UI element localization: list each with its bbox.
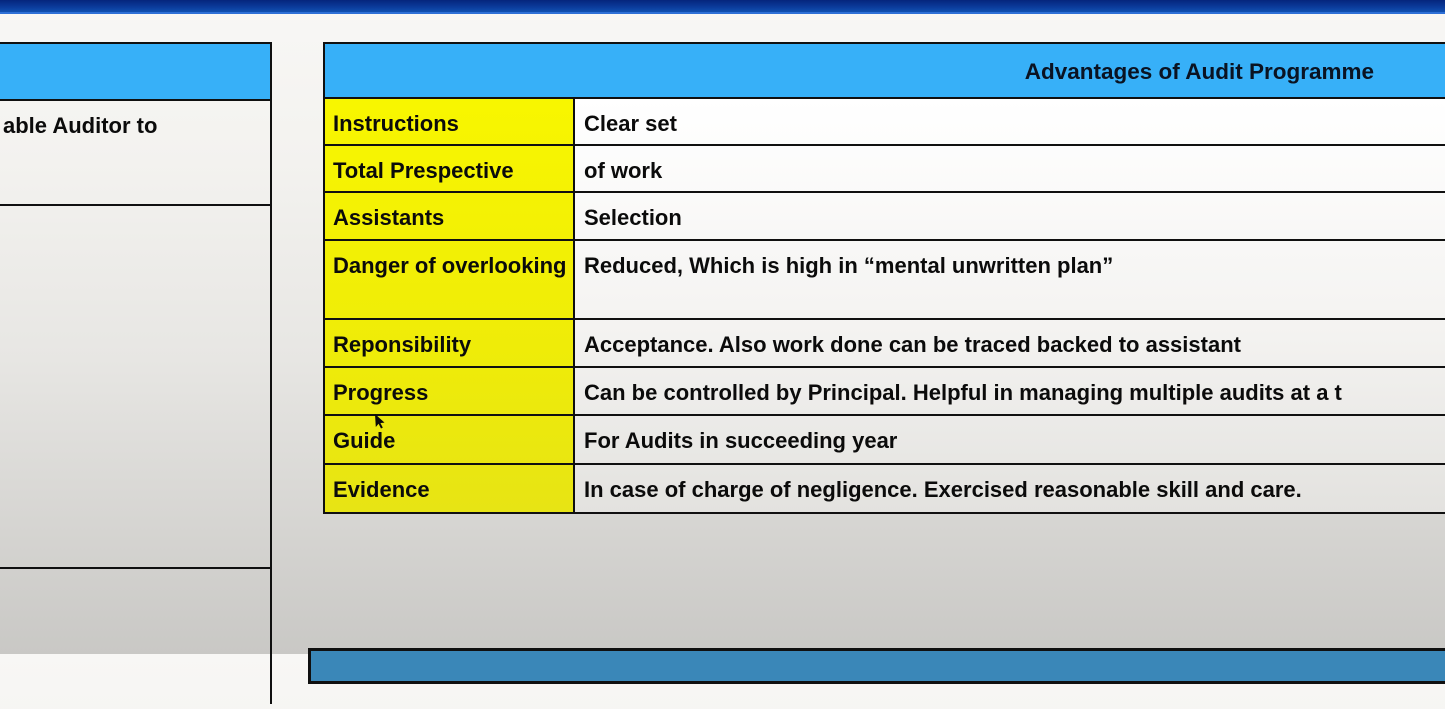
table-row: [325, 99, 1445, 146]
table-row: [325, 368, 1445, 416]
table-body: [325, 99, 1445, 512]
row-label: Assistants: [325, 193, 575, 239]
row-label: Evidence: [325, 465, 575, 512]
top-blue-bar: [0, 0, 1445, 14]
table-row: [325, 320, 1445, 368]
advantages-table: [323, 42, 1445, 514]
row-label: Progress: [325, 368, 575, 414]
left-panel-empty-cell-2: [0, 569, 270, 709]
row-label: Instructions: [325, 99, 575, 144]
table-row: [325, 146, 1445, 193]
row-label: Reponsibility: [325, 320, 575, 366]
row-value: Selection: [584, 205, 682, 230]
table-row: [325, 193, 1445, 241]
table-row: [325, 416, 1445, 465]
bottom-table-header-peek: [308, 648, 1445, 684]
table-row: [325, 241, 1445, 320]
row-value: Reduced, Which is high in “mental unwritten plan”: [584, 253, 1114, 278]
row-value: Acceptance. Also work done can be traced backed to assistant: [584, 332, 1241, 357]
row-value: In case of charge of negligence. Exercised reasonable skill and care.: [584, 477, 1302, 502]
table-row: [325, 465, 1445, 512]
left-panel-header: [0, 44, 270, 101]
row-value: Can be controlled by Principal. Helpful in managing multiple audits at a t: [584, 380, 1342, 405]
row-value: of work: [584, 158, 663, 183]
left-panel-empty-cell: [0, 206, 270, 569]
row-label: Total Prespective: [325, 146, 575, 191]
row-value: Clear set: [584, 111, 677, 136]
table-title: Advantages of Audit Programme: [325, 44, 1445, 99]
row-label: Guide: [325, 416, 575, 463]
mouse-cursor-icon: [373, 414, 387, 432]
row-label: Danger of overlooking: [325, 241, 575, 318]
row-value: For Audits in succeeding year: [584, 428, 898, 453]
left-panel-row-text: able Auditor to: [0, 101, 270, 206]
left-panel-table: [0, 42, 272, 704]
